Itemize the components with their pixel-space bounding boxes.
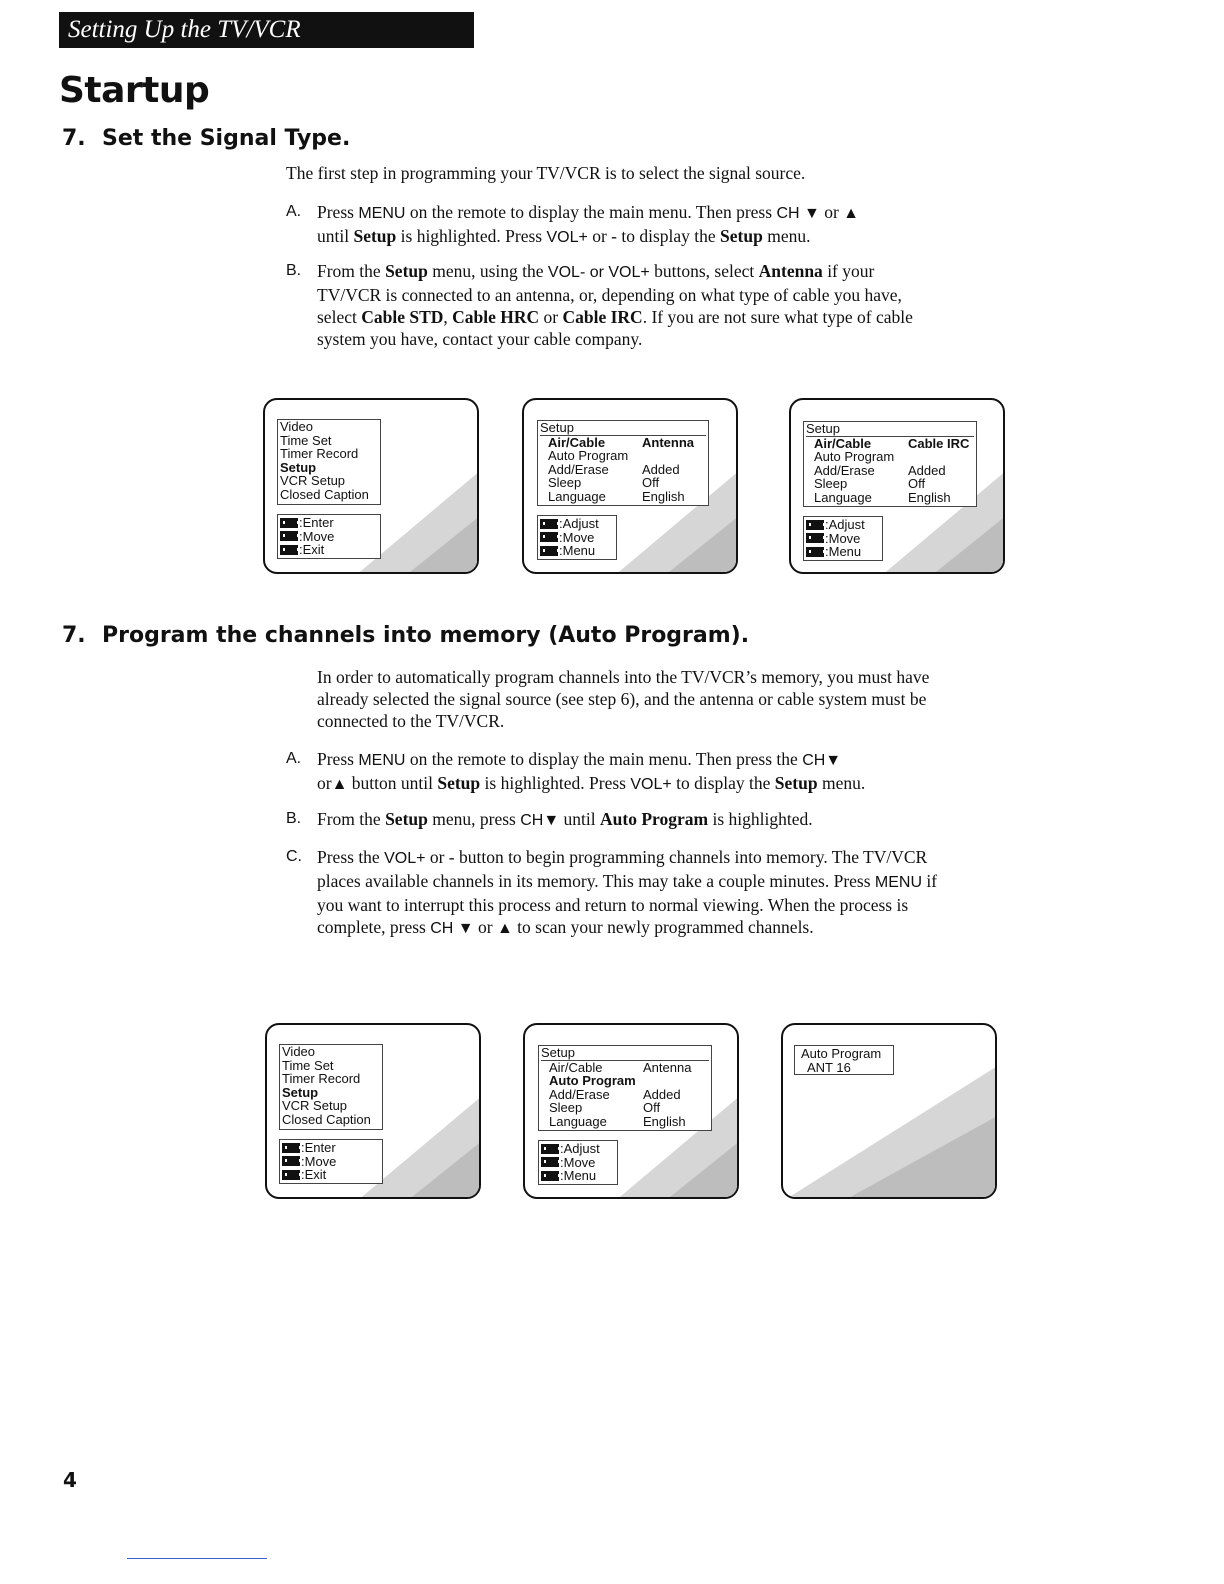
- option-auto-program[interactable]: Auto Program: [548, 448, 629, 464]
- hint-adjust: Adjust: [563, 1141, 600, 1156]
- auto-program-channel: ANT 16: [807, 1059, 851, 1075]
- step-text: From the Setup menu, using the VOL- or VOL+ buttons, select Antenna if your TV/VCR is connected to an antenna, or, depending on what type of cable you have, select Cable STD, Cable HRC or Cable IRC. If you are not sure what type of cable system you have, contact your cable company.: [317, 261, 913, 349]
- step-letter: B.: [286, 262, 302, 279]
- hint-box: : Adjust : Move : Menu: [803, 516, 883, 561]
- intro-paragraph: In order to automatically program channels into the TV/VCR’s memory, you must have already selected the signal source (see step 6), and the antenna or cable system must be connected to the TV/VCR.: [317, 667, 930, 731]
- vol-buttons-icon: [540, 519, 558, 529]
- setup-menu-title: Setup: [806, 422, 974, 437]
- hint-adjust: Adjust: [828, 517, 865, 532]
- option-sleep[interactable]: Sleep Off: [549, 1100, 661, 1116]
- step-text: Press MENU on the remote to display the main menu. Then press the CH▼ or▲ button until Setup is highlighted. Press VOL+ to display the Setup menu.: [317, 749, 866, 793]
- section-banner: Setting Up the TV/VCR: [59, 12, 474, 48]
- menu-button-icon: [282, 1170, 300, 1180]
- tv-screen-setup-antenna: [522, 398, 738, 574]
- section-title: Program the channels into memory (Auto Program).: [102, 623, 750, 648]
- hint-exit: Exit: [302, 542, 325, 558]
- setup-menu-title: Setup: [541, 1046, 709, 1061]
- menu-item-closed-caption[interactable]: Closed Caption: [282, 1111, 371, 1127]
- ch-buttons-icon: [806, 533, 824, 543]
- step-text: Press the VOL+ or - button to begin programming channels into memory. The TV/VCR places available channels in its memory. This may take a couple minutes. Press MENU if you want to interrupt this process and return to normal viewing. When the process is complete, press CH ▼ or ▲ to scan your newly programmed channels.: [317, 847, 938, 937]
- menu-item-setup[interactable]: Setup: [280, 459, 317, 475]
- option-auto-program[interactable]: Auto Program: [814, 449, 895, 465]
- tv-screen-setup-cable-irc: [789, 398, 1005, 574]
- page-number: 4: [63, 1468, 77, 1492]
- hint-move: Move: [304, 1153, 337, 1169]
- option-language[interactable]: Language English: [549, 1113, 686, 1129]
- menu-item-video[interactable]: Video: [280, 419, 314, 434]
- option-auto-program[interactable]: Auto Program: [549, 1073, 636, 1089]
- option-air-cable[interactable]: Air/Cable Antenna: [548, 434, 694, 450]
- option-language[interactable]: Language English: [814, 489, 951, 505]
- setup-menu: [538, 1045, 712, 1131]
- hint-box: : Enter : Move : Exit: [279, 1139, 383, 1184]
- section-heading-auto-program: [62, 623, 749, 648]
- vol-buttons-icon: [280, 518, 298, 528]
- step-a: [286, 201, 946, 249]
- step-letter: A.: [286, 750, 302, 767]
- hint-box: : Enter : Move : Exit: [277, 514, 381, 559]
- menu-button-icon: [806, 547, 824, 557]
- step-c: [286, 846, 956, 940]
- intro-paragraph: The first step in programming your TV/VCR is to select the signal source.: [286, 163, 806, 183]
- ch-buttons-icon: [280, 531, 298, 541]
- section-title: Set the Signal Type.: [102, 126, 351, 151]
- hint-box: : Adjust : Move : Menu: [538, 1140, 618, 1185]
- step-letter: C.: [286, 848, 302, 865]
- ch-buttons-icon: [541, 1157, 559, 1167]
- hint-adjust: Adjust: [562, 516, 599, 531]
- menu-item-vcr-setup[interactable]: VCR Setup: [282, 1098, 348, 1114]
- menu-button-icon: [280, 545, 298, 555]
- menu-item-time-set[interactable]: Time Set: [280, 432, 332, 448]
- menu-item-setup[interactable]: Setup: [282, 1084, 319, 1100]
- step-b: [286, 808, 956, 832]
- option-add-erase[interactable]: Add/Erase Added: [814, 462, 946, 478]
- hint-move: Move: [828, 530, 861, 546]
- tv-screen-main-menu-2: [265, 1023, 481, 1199]
- main-menu: [279, 1044, 383, 1130]
- menu-item-timer-record[interactable]: Timer Record: [282, 1071, 361, 1087]
- menu-button-icon: [541, 1171, 559, 1181]
- hint-menu: Menu: [562, 543, 596, 559]
- option-add-erase[interactable]: Add/Erase Added: [548, 461, 680, 477]
- hint-enter: Enter: [304, 1140, 336, 1155]
- step-b: [286, 260, 946, 350]
- section-heading-signal-type: [62, 126, 350, 151]
- setup-menu: [803, 421, 977, 507]
- option-air-cable[interactable]: Air/Cable Cable IRC: [814, 435, 970, 451]
- menu-item-time-set[interactable]: Time Set: [282, 1057, 334, 1073]
- page-title: Startup: [59, 70, 210, 111]
- option-add-erase[interactable]: Add/Erase Added: [549, 1086, 681, 1102]
- option-sleep[interactable]: Sleep Off: [814, 476, 926, 492]
- section-number: 7.: [62, 623, 86, 648]
- auto-program-box: [794, 1045, 894, 1075]
- vol-buttons-icon: [541, 1144, 559, 1154]
- menu-item-timer-record[interactable]: Timer Record: [280, 446, 359, 462]
- hint-menu: Menu: [828, 544, 862, 560]
- footer-rule: [127, 1558, 267, 1559]
- section-number: 7.: [62, 126, 86, 151]
- step-a: [286, 748, 956, 796]
- option-air-cable[interactable]: Air/Cable Antenna: [549, 1059, 692, 1075]
- hint-move: Move: [562, 529, 595, 545]
- main-menu: [277, 419, 381, 505]
- menu-item-vcr-setup[interactable]: VCR Setup: [280, 473, 346, 489]
- hint-move: Move: [563, 1154, 596, 1170]
- step-letter: B.: [286, 810, 302, 827]
- hint-menu: Menu: [563, 1168, 597, 1184]
- setup-menu: [537, 420, 709, 506]
- option-sleep[interactable]: Sleep Off: [548, 475, 660, 491]
- hint-move: Move: [302, 528, 335, 544]
- menu-button-icon: [540, 546, 558, 556]
- hint-exit: Exit: [304, 1167, 327, 1183]
- tv-screen-main-menu: [263, 398, 479, 574]
- setup-menu-title: Setup: [540, 421, 706, 436]
- vol-buttons-icon: [282, 1143, 300, 1153]
- auto-program-title: Auto Program: [801, 1046, 882, 1061]
- vol-buttons-icon: [806, 520, 824, 530]
- tv-screen-setup-auto-program: [523, 1023, 739, 1199]
- menu-item-closed-caption[interactable]: Closed Caption: [280, 486, 369, 502]
- menu-item-video[interactable]: Video: [282, 1044, 316, 1059]
- hint-box: : Adjust : Move : Menu: [537, 515, 617, 560]
- step-text: Press MENU on the remote to display the main menu. Then press CH ▼ or ▲ until Setup is highlighted. Press VOL+ or - to display the Setup menu.: [317, 202, 859, 246]
- step-text: From the Setup menu, press CH▼ until Auto Program is highlighted.: [317, 809, 813, 829]
- hint-enter: Enter: [302, 515, 334, 530]
- option-language[interactable]: Language English: [548, 488, 685, 504]
- ch-buttons-icon: [282, 1156, 300, 1166]
- step-letter: A.: [286, 203, 302, 220]
- ch-buttons-icon: [540, 532, 558, 542]
- tv-screen-auto-program-progress: [781, 1023, 997, 1199]
